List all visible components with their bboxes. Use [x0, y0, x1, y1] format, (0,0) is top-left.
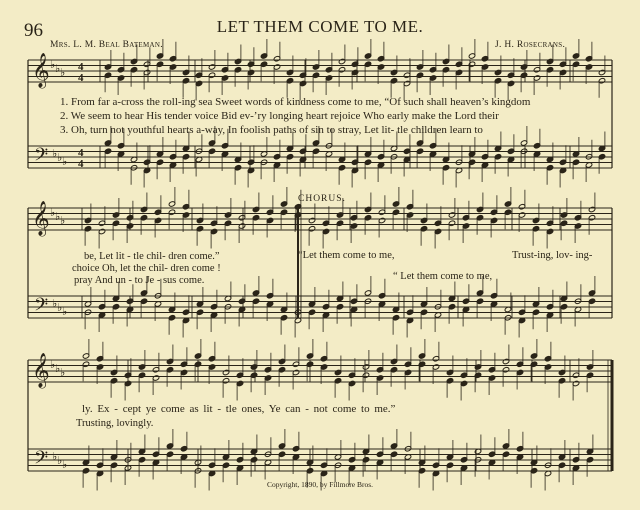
hymn-title: LET THEM COME TO ME. [216, 17, 424, 36]
key-signature: ♭ [55, 62, 61, 75]
system3-lyric: ly. Ex - cept ye come as lit - tle ones, Ye can - not come to me.” [82, 403, 396, 415]
time-signature: 4 [78, 72, 84, 84]
key-signature: ♭ [55, 210, 61, 223]
chorus-lyric-1a: “Let them come to me, [298, 250, 395, 261]
key-signature: ♭ [52, 147, 58, 160]
key-signature: ♭ [57, 301, 63, 314]
treble-clef: 𝄞 [32, 53, 50, 88]
key-signature: ♭ [62, 458, 68, 471]
time-signature: 4 [78, 158, 84, 170]
verse-2-ending: choice Oh, let the chil- dren come ! [72, 263, 221, 274]
key-signature: ♭ [62, 305, 68, 318]
time-signature: 4 [78, 147, 84, 159]
treble-clef: 𝄞 [32, 353, 50, 388]
key-signature: ♭ [55, 362, 61, 375]
key-signature: ♭ [50, 206, 56, 219]
time-signature: 4 [78, 61, 84, 73]
key-signature: ♭ [60, 214, 66, 227]
key-signature: ♭ [52, 450, 58, 463]
composer-credit: J. H. Rosecrans. [495, 40, 566, 50]
page-number: 96 [24, 20, 43, 41]
key-signature: ♭ [50, 358, 56, 371]
bass-clef: 𝄢 [34, 295, 49, 320]
key-signature: ♭ [60, 66, 66, 79]
key-signature: ♭ [60, 366, 66, 379]
chorus-label: CHORUS. [298, 194, 346, 204]
verse-1-ending: be, Let lit - tle chil- dren come.” [84, 251, 220, 262]
system3-lower-lyric: Trusting, lovingly. [76, 418, 154, 429]
key-signature: ♭ [57, 454, 63, 467]
key-signature: ♭ [50, 58, 56, 71]
verse-3-line: 3. Oh, turn not youthful hearts a-way, In foolish paths of sin to stray, Let lit- tle children learn to [60, 124, 483, 136]
key-signature: ♭ [57, 151, 63, 164]
lyricist-credit: Mrs. L. M. Beal Bateman. [50, 40, 163, 50]
verse-1-line: 1. From far a-cross the roll-ing sea Sweet words of kindness come to me, “Of such shall heaven’s kingdom [60, 96, 531, 108]
bass-clef: 𝄢 [34, 145, 49, 170]
key-signature: ♭ [52, 297, 58, 310]
treble-clef: 𝄞 [32, 201, 50, 236]
verse-2-line: 2. We seem to hear His tender voice Bid ev-’ry longing heart rejoice Who early make the Lord their [60, 110, 499, 122]
bass-clef: 𝄢 [34, 448, 49, 473]
key-signature: ♭ [62, 155, 68, 168]
copyright-line: Copyright, 1890, by Fillmore Bros. [266, 480, 374, 489]
chorus-lyric-2: “ Let them come to me, [393, 271, 493, 282]
verse-3-ending: pray And un - to Je - sus come. [74, 275, 205, 286]
chorus-lyric-1b: Trust-ing, lov- ing- [512, 250, 593, 261]
